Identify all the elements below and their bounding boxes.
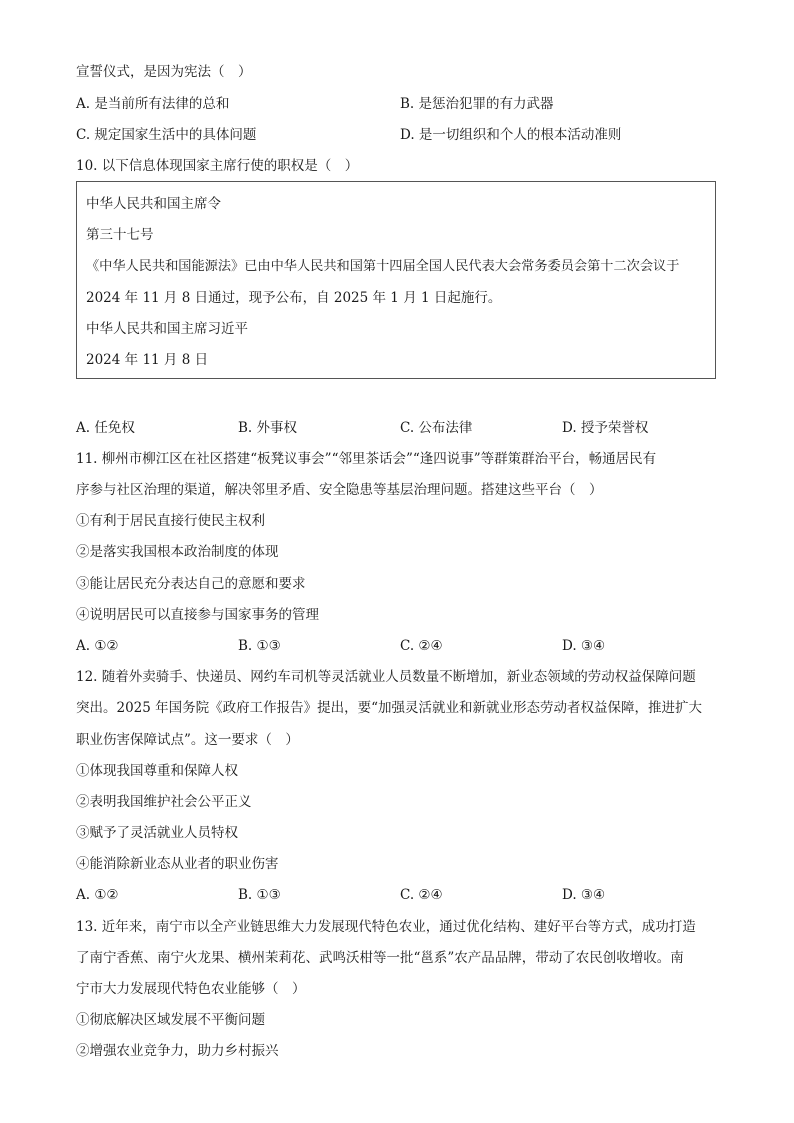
order-signature: 中华人民共和国主席习近平	[86, 321, 248, 337]
q10-stem: 10. 以下信息体现国家主席行使的职权是（ ）	[76, 158, 359, 174]
q10-option-d: D. 授予荣誉权	[562, 420, 649, 436]
q12-statement-3: ③赋予了灵活就业人员特权	[76, 825, 238, 841]
q11-option-b: B. ①③	[238, 638, 281, 654]
order-body-line-1: 《中华人民共和国能源法》已由中华人民共和国第十四届全国人民代表大会常务委员会第十二次会议于	[86, 259, 680, 274]
order-date: 2024 年 11 月 8 日	[86, 352, 209, 368]
q10-option-b: B. 外事权	[238, 420, 298, 436]
q12-stem-line-2: 突出。2025 年国务院《政府工作报告》提出，要“加强灵活就业和新就业形态劳动者权益保障，推进扩大	[76, 700, 703, 716]
q12-statement-1: ①体现我国尊重和保障人权	[76, 763, 238, 779]
order-number: 第三十七号	[86, 227, 154, 243]
q12-option-b: B. ①③	[238, 887, 281, 903]
q12-option-a: A. ①②	[76, 887, 119, 903]
q12-option-c: C. ②④	[400, 887, 443, 903]
q10-option-a: A. 任免权	[76, 420, 135, 436]
q11-stem-line-2: 序参与社区治理的渠道，解决邻里矛盾、安全隐患等基层治理问题。搭建这些平台（ ）	[76, 482, 603, 498]
q13-stem-line-2: 了南宁香蕉、南宁火龙果、横州茉莉花、武鸣沃柑等一批“邕系”农产品品牌，带动了农民创收增收。南	[76, 950, 684, 966]
presidential-order-box	[76, 181, 716, 379]
q13-stem-line-3: 宁市大力发展现代特色农业能够（ ）	[76, 981, 306, 997]
order-body-line-2: 2024 年 11 月 8 日通过，现予公布，自 2025 年 1 月 1 日起施行。	[86, 290, 502, 306]
q13-statement-2: ②增强农业竞争力，助力乡村振兴	[76, 1043, 279, 1059]
q11-statement-1: ①有利于居民直接行使民主权利	[76, 513, 265, 529]
q11-option-c: C. ②④	[400, 638, 443, 654]
q13-statement-1: ①彻底解决区域发展不平衡问题	[76, 1012, 265, 1028]
q9-option-b: B. 是惩治犯罪的有力武器	[400, 96, 554, 112]
q10-option-c: C. 公布法律	[400, 420, 473, 436]
q11-statement-4: ④说明居民可以直接参与国家事务的管理	[76, 607, 319, 623]
q11-statement-2: ②是落实我国根本政治制度的体现	[76, 544, 279, 560]
q11-option-d: D. ③④	[562, 638, 606, 654]
q11-option-a: A. ①②	[76, 638, 119, 654]
order-title: 中华人民共和国主席令	[86, 196, 221, 212]
q12-statement-2: ②表明我国维护社会公平正义	[76, 794, 252, 810]
q11-statement-3: ③能让居民充分表达自己的意愿和要求	[76, 576, 306, 592]
q9-option-c: C. 规定国家生活中的具体问题	[76, 127, 257, 143]
q13-stem-line-1: 13. 近年来，南宁市以全产业链思维大力发展现代特色农业，通过优化结构、建好平台等方式，成功打造	[76, 919, 696, 935]
q12-stem-line-3: 职业伤害保障试点”。这一要求（ ）	[76, 732, 299, 748]
q12-stem-line-1: 12. 随着外卖骑手、快递员、网约车司机等灵活就业人员数量不断增加，新业态领域的劳动权益保障问题	[76, 669, 696, 685]
q11-stem-line-1: 11. 柳州市柳江区在社区搭建“板凳议事会”“邻里茶话会”“逢四说事”等群策群治平台，畅通居民有	[76, 451, 657, 467]
q9-option-a: A. 是当前所有法律的总和	[76, 96, 230, 112]
q9-option-d: D. 是一切组织和个人的根本活动准则	[400, 127, 622, 143]
q9-stem-tail: 宣誓仪式，是因为宪法（ ）	[76, 64, 252, 80]
q12-statement-4: ④能消除新业态从业者的职业伤害	[76, 856, 279, 872]
q12-option-d: D. ③④	[562, 887, 606, 903]
